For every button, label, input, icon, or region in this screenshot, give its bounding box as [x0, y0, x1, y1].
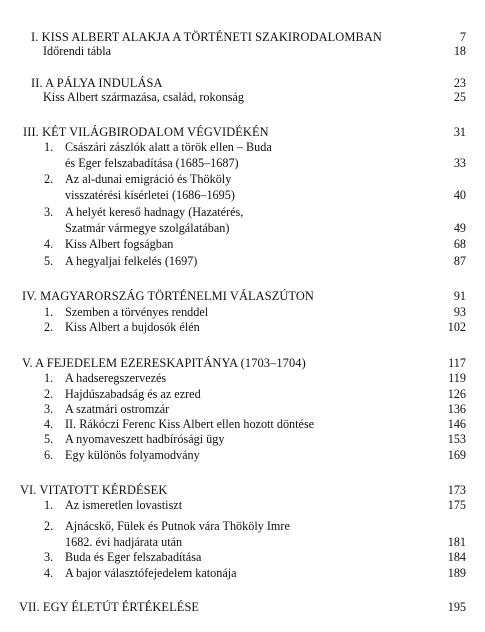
- toc-entry-number: 3.: [44, 550, 54, 564]
- page-number: 195: [447, 600, 466, 614]
- toc-entry-title: Kiss Albert a bujdosók élén: [65, 320, 200, 334]
- toc-entry-number: 1.: [44, 371, 54, 385]
- toc-entry-title: visszatérési kísérletei (1686–1695): [65, 188, 235, 202]
- page-number: 23: [453, 76, 466, 90]
- toc-entry-title: Kiss Albert származása, család, rokonság: [43, 90, 245, 104]
- page-number: 173: [447, 483, 466, 497]
- page-number: 181: [447, 535, 466, 549]
- page-number: 153: [447, 432, 466, 446]
- toc-entry-number: 1.: [44, 305, 54, 319]
- section-heading: V. A FEJEDELEM EZERESKAPITÁNYA (1703–1704): [22, 356, 306, 370]
- toc-entry-title: Ajnácskő, Fülek és Putnok vára Thököly Imre: [65, 519, 290, 533]
- page-number: 93: [453, 305, 466, 319]
- toc-entry-number: 4.: [44, 417, 54, 431]
- page-number: 119: [448, 371, 466, 385]
- page-number: 18: [453, 44, 466, 58]
- page-number: 146: [447, 417, 466, 431]
- page-number: 102: [447, 320, 466, 334]
- section-heading: II. A PÁLYA INDULÁSA: [31, 76, 163, 90]
- page-number: 175: [447, 498, 466, 512]
- toc-entry-title: Az ismeretlen lovastiszt: [65, 498, 183, 512]
- toc-entry-number: 5.: [44, 254, 54, 268]
- page-number: 91: [453, 289, 466, 303]
- toc-entry-number: 3.: [44, 205, 54, 219]
- page-number: 126: [447, 387, 466, 401]
- toc-entry-title: Az al-dunai emigráció és Thököly: [65, 172, 232, 186]
- toc-entry-number: 1.: [44, 498, 54, 512]
- toc-entry-number: 5.: [44, 432, 54, 446]
- toc-entry-number: 2.: [44, 320, 54, 334]
- page-number: 31: [453, 125, 466, 139]
- toc-entry-number: 6.: [44, 448, 54, 462]
- toc-entry-title: Szatmár vármegye szolgálatában): [65, 221, 230, 235]
- toc-entry-title: II. Rákóczi Ferenc Kiss Albert ellen hozott döntése: [65, 417, 315, 431]
- toc-entry-number: 2.: [44, 519, 54, 533]
- toc-entry-title: A nyomaveszett hadbírósági ügy: [65, 432, 225, 446]
- toc-entry-title: Császári zászlók alatt a török ellen – Buda: [65, 140, 272, 154]
- toc-entry-title: Egy különös folyamodvány: [65, 448, 200, 462]
- toc-entry-title: A hegyaljai felkelés (1697): [65, 254, 198, 268]
- toc-entry-title: A bajor választófejedelem katonája: [65, 566, 237, 580]
- toc-entry-number: 4.: [44, 566, 54, 580]
- toc-entry-title: és Eger felszabadítása (1685–1687): [65, 156, 239, 170]
- toc-entry-number: 4.: [44, 237, 54, 251]
- toc-entry-number: 2.: [44, 387, 54, 401]
- toc-entry-title: 1682. évi hadjárata után: [65, 535, 183, 549]
- page-number: 87: [453, 254, 466, 268]
- page-number: 49: [453, 221, 466, 235]
- page-number: 68: [453, 237, 466, 251]
- page-number: 33: [453, 156, 466, 170]
- page-number: 40: [453, 188, 466, 202]
- page-number: 169: [447, 448, 466, 462]
- toc-entry-number: 1.: [44, 140, 54, 154]
- toc-entry-title: Hajdúszabadság és az ezred: [65, 387, 201, 401]
- toc-entry-title: Szemben a törvényes renddel: [65, 305, 209, 319]
- toc-entry-title: A szatmári ostromzár: [65, 402, 170, 416]
- page-number: 25: [453, 90, 466, 104]
- page-number: 184: [447, 550, 466, 564]
- toc-entry-title: Kiss Albert fogságban: [65, 237, 174, 251]
- page-number: 7: [459, 30, 466, 44]
- page-number: 117: [448, 356, 466, 370]
- toc-entry-title: A hadseregszervezés: [65, 371, 167, 385]
- section-heading: III. KÉT VILÁGBIRODALOM VÉGVIDÉKÉN: [23, 125, 269, 139]
- toc-entry-title: Buda és Eger felszabadítása: [65, 550, 202, 564]
- toc-entry-number: 2.: [44, 172, 54, 186]
- section-heading: IV. MAGYARORSZÁG TÖRTÉNELMI VÁLASZÚTON: [22, 289, 314, 303]
- section-heading: VI. VITATOTT KÉRDÉSEK: [20, 483, 168, 497]
- section-heading: I. KISS ALBERT ALAKJA A TÖRTÉNETI SZAKIRODALOMBAN: [31, 30, 382, 44]
- toc-entry-title: A helyét kereső hadnagy (Hazatérés,: [65, 205, 244, 219]
- page-number: 136: [447, 402, 466, 416]
- toc-entry-title: Időrendi tábla: [43, 44, 112, 58]
- toc-entry-number: 3.: [44, 402, 54, 416]
- section-heading: VII. EGY ÉLETÚT ÉRTÉKELÉSE: [19, 600, 200, 614]
- page-number: 189: [447, 566, 466, 580]
